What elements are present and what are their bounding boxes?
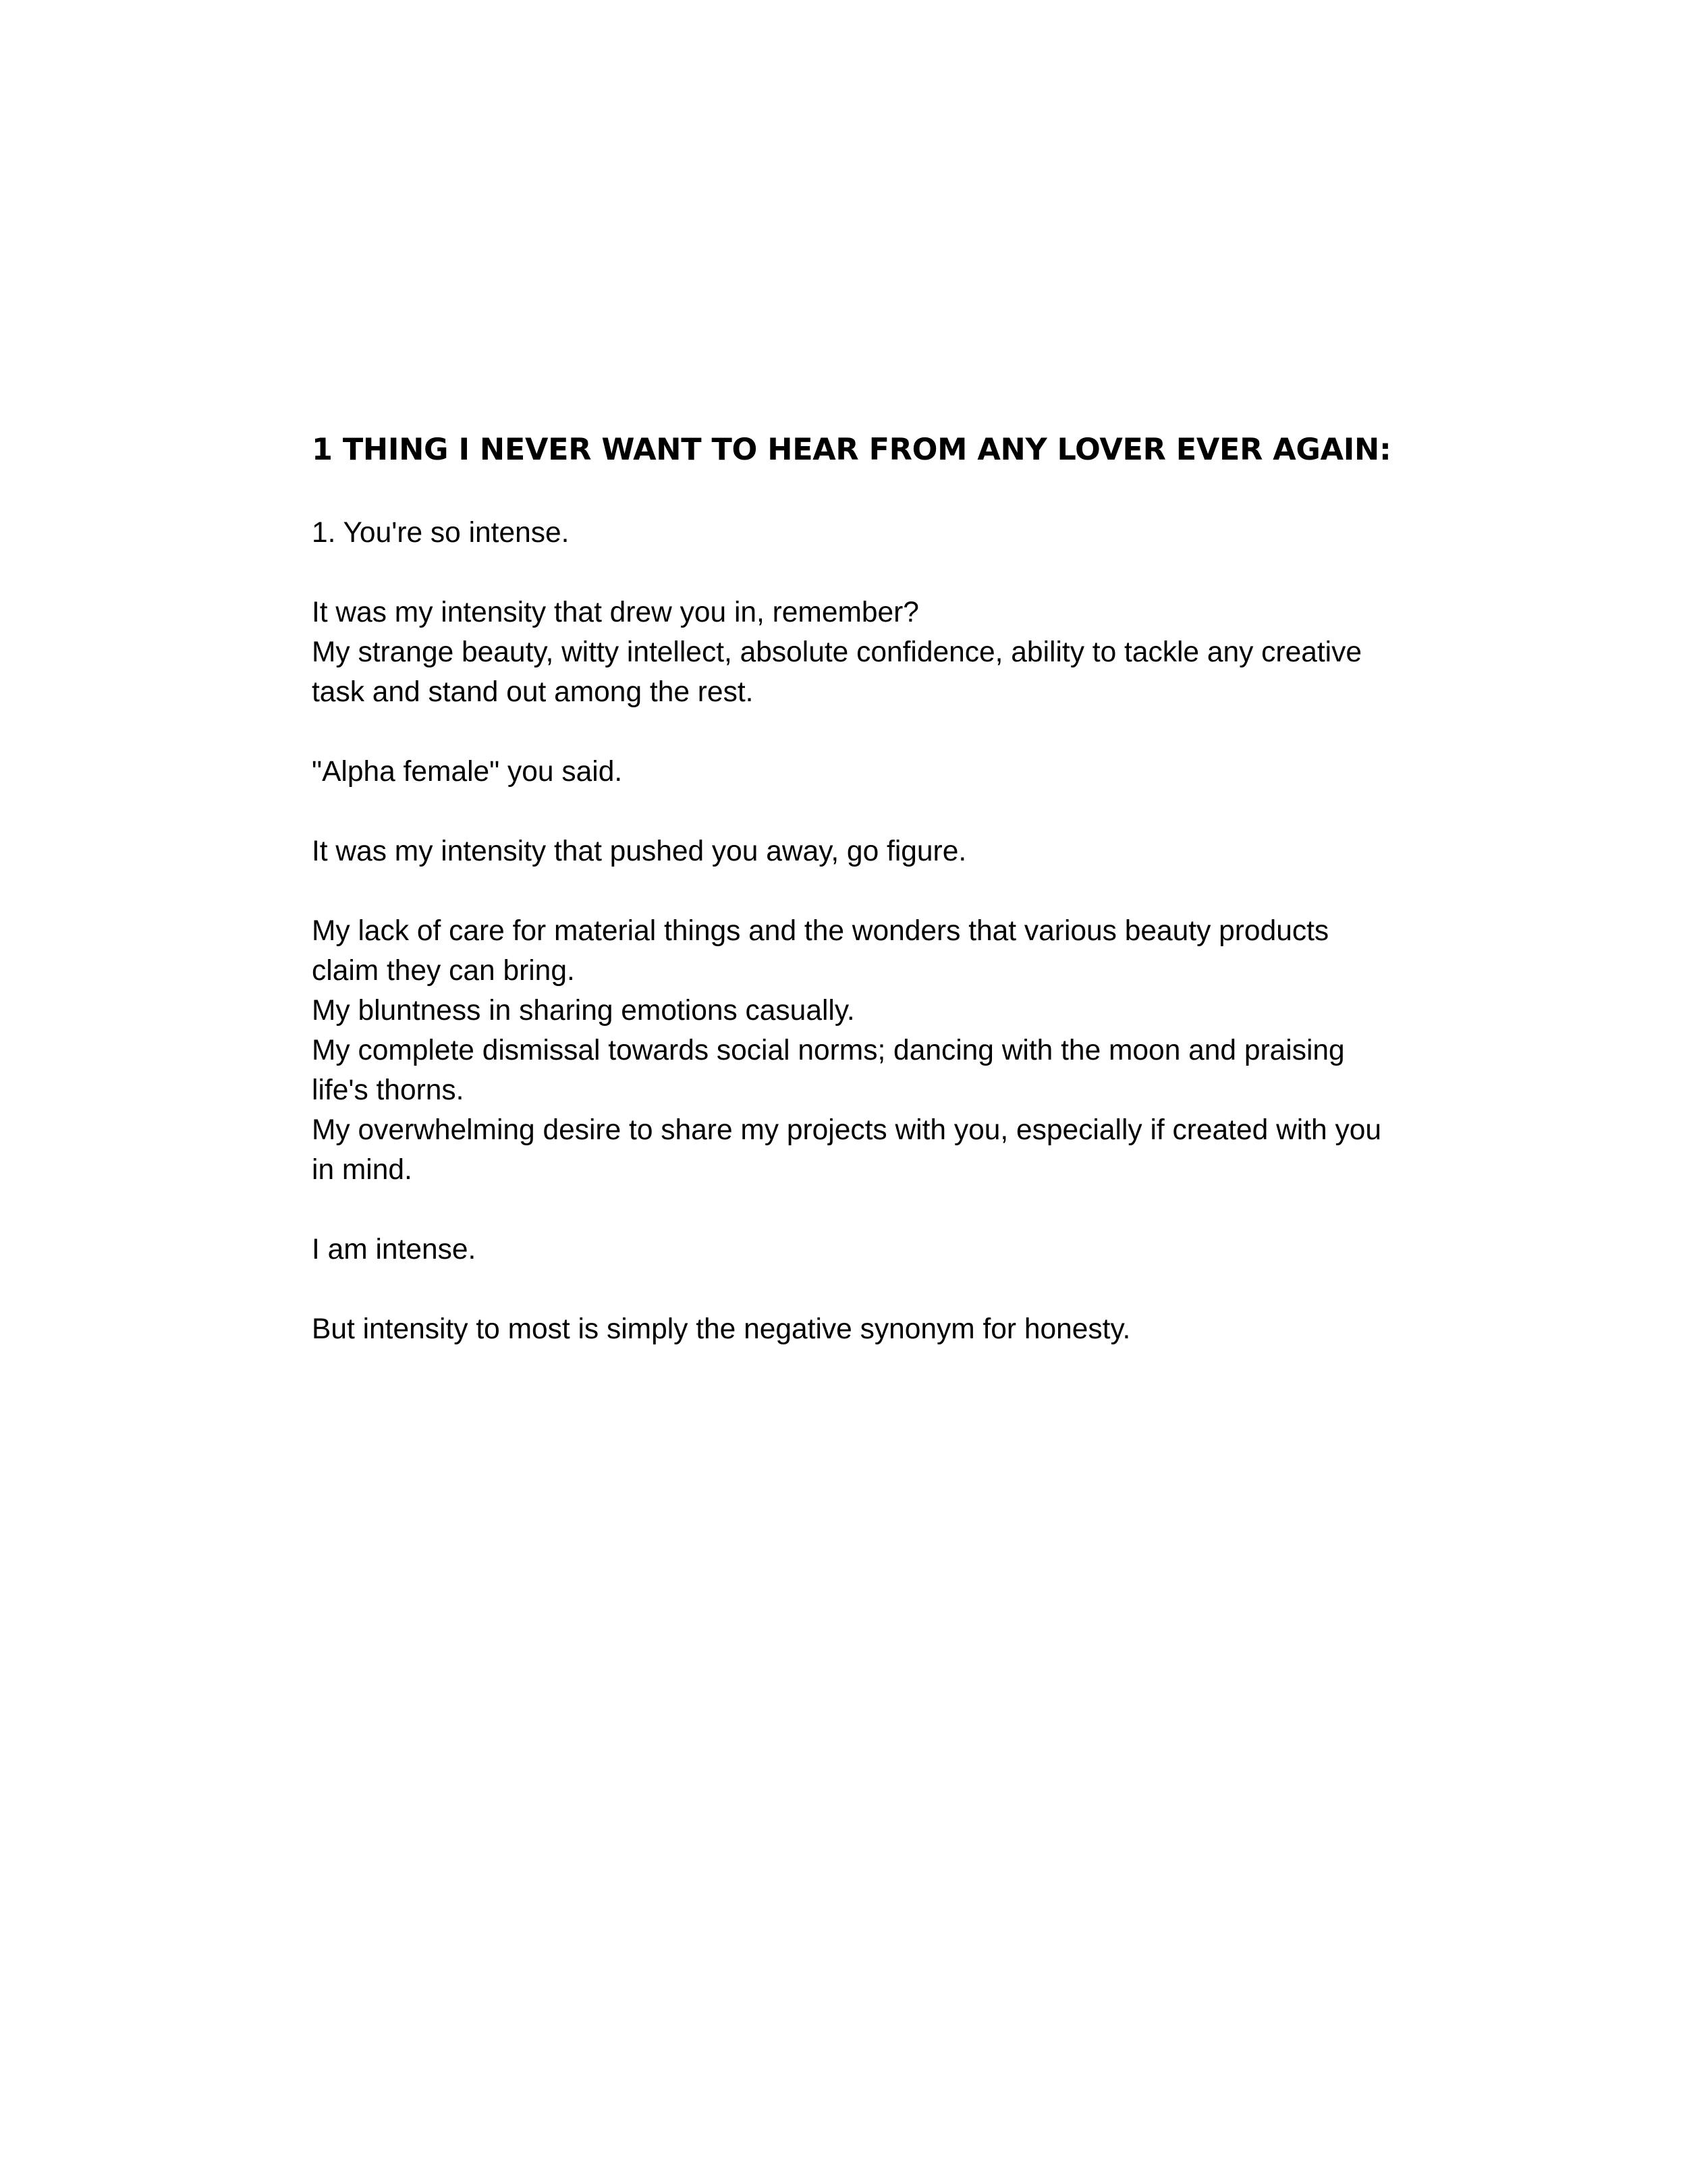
quote-alpha-female: "Alpha female" you said. [312,756,623,788]
list-item-1: 1. You're so intense. [312,517,570,549]
paragraph-traits [312,911,1385,1190]
text-line: claim they can bring. [312,955,575,987]
text-line: task and stand out among the rest. [312,676,754,708]
text-line: My overwhelming desire to share my projects with you, especially if created with you [312,1114,1381,1146]
text-line: It was my intensity that drew you in, remember? [312,597,919,628]
document-body [312,425,1391,1349]
text-line: My lack of care for material things and the wonders that various beauty products [312,915,1329,947]
text-line: in mind. [312,1154,412,1186]
text-line: My bluntness in sharing emotions casually. [312,995,855,1027]
page-title: 1 THING I NEVER WANT TO HEAR FROM ANY LOVER EVER AGAIN: [312,433,1391,467]
text-line: My complete dismissal towards social norms; dancing with the moon and praising [312,1035,1345,1066]
statement-i-am-intense: I am intense. [312,1234,476,1265]
closing-line: But intensity to most is simply the negative synonym for honesty. [312,1313,1131,1345]
text-line: life's thorns. [312,1074,464,1106]
paragraph-intensity-drew-in [312,593,1385,712]
paragraph-pushed-away: It was my intensity that pushed you away, go figure. [312,836,967,867]
text-line: My strange beauty, witty intellect, absolute confidence, ability to tackle any creative [312,636,1362,668]
